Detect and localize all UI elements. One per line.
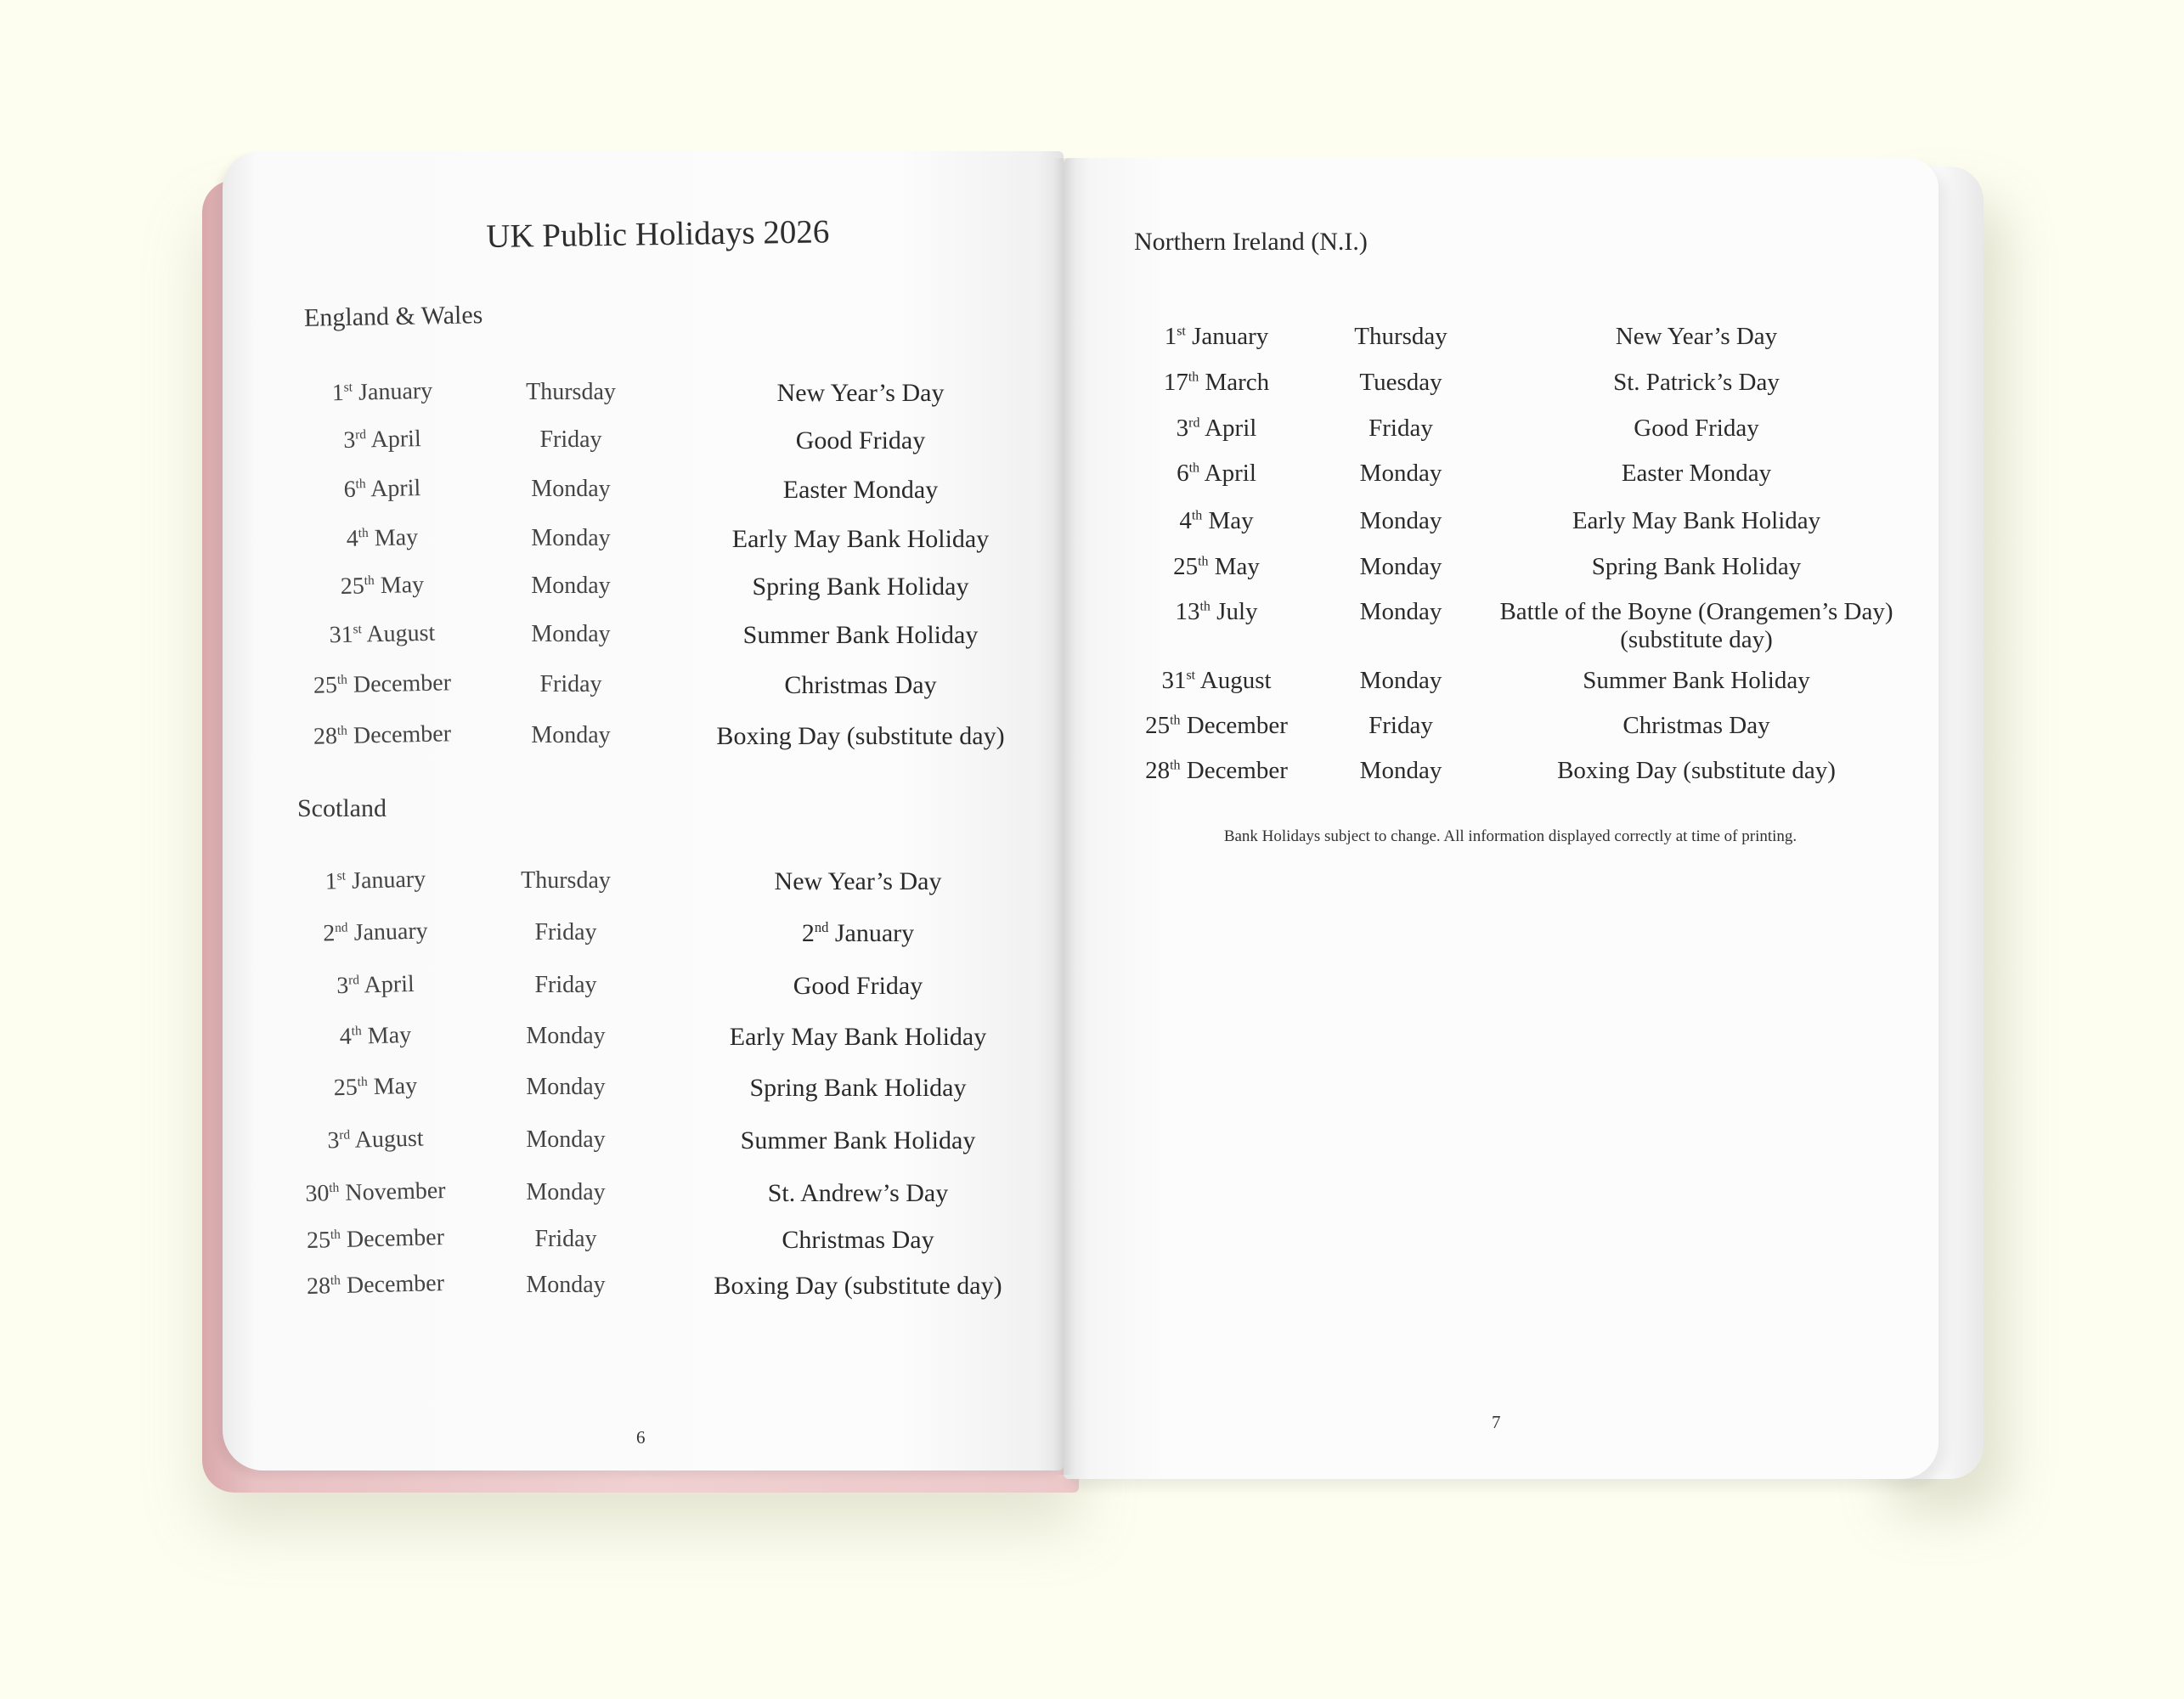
holiday-name: Spring Bank Holiday [749,1074,967,1102]
date-day: 1 [331,379,345,407]
date-month: July [1210,598,1258,625]
weekday-cell: Thursday [526,379,616,405]
date-month: May [361,1021,412,1050]
date-month: May [1208,553,1260,580]
date-day: 2 [322,920,336,947]
holiday-name: Summer Bank Holiday [740,1126,976,1154]
holiday-cell [1622,460,1771,488]
date-suffix: th [336,672,348,687]
weekday-cell: Monday [526,1272,606,1298]
date-cell [343,426,421,454]
holiday-cell [732,525,989,555]
date-cell [332,378,433,408]
holiday-cell [775,867,942,897]
date-suffix: th [330,1227,341,1242]
date-day: 4 [1179,507,1192,534]
date-suffix: th [364,573,375,589]
date-suffix: rd [354,427,367,443]
holiday-cell [1616,323,1777,351]
holiday-name: Easter Monday [1621,460,1772,487]
date-cell [341,572,425,601]
date-day: 25 [306,1227,331,1254]
date-cell [336,971,415,1000]
holiday-name: Summer Bank Holiday [742,621,979,649]
date-day: 25 [1145,712,1171,739]
date-day: 25 [340,573,365,601]
date-day: 25 [333,1074,358,1102]
date-cell [329,620,435,650]
book-spine [1053,158,1075,1475]
holiday-cell [782,1226,934,1256]
date-month: December [347,669,452,698]
holiday-cell [784,671,936,701]
date-cell [323,917,428,947]
date-cell [1165,323,1269,351]
date-cell [327,1126,424,1155]
date-suffix: th [1199,599,1211,614]
weekday-cell: Monday [1359,667,1442,694]
date-suffix: nd [334,920,348,935]
footnote: Bank Holidays subject to change. All information displayed correctly at time of printing. [1223,827,1797,845]
holiday-name: New Year’s Day [774,867,942,895]
date-suffix: st [1177,324,1186,339]
weekday-cell: Monday [531,476,611,502]
date-day: 1 [324,868,338,895]
date-month: April [1199,415,1257,442]
holiday-cell [777,379,945,409]
date-cell [313,720,452,751]
holiday-cell [1613,369,1780,397]
date-cell [324,866,426,896]
weekday-cell: Friday [1369,712,1433,739]
right-page [1064,158,1939,1479]
weekday-cell: Monday [531,525,611,551]
date-day: 31 [329,621,354,649]
date-day: 31 [1161,667,1187,694]
date-month: January [347,917,429,946]
weekday-cell: Monday [531,573,611,599]
date-month: November [339,1177,446,1207]
date-month: December [347,720,452,749]
weekday-cell: Tuesday [1359,369,1442,396]
page-number-left: 6 [636,1427,646,1448]
date-month: May [368,524,419,552]
date-month: April [365,426,421,454]
weekday-cell: Friday [534,1226,597,1252]
holiday-cell [741,1126,976,1156]
holiday-name: Easter Monday [782,476,939,504]
holiday-name: Boxing Day (substitute day) [1557,757,1836,784]
date-day: 30 [305,1180,330,1208]
weekday-cell: Monday [1359,553,1442,580]
date-day: 28 [306,1273,331,1300]
date-cell [307,1224,445,1255]
weekday-cell: Monday [526,1074,606,1100]
date-cell [1177,460,1256,488]
date-month: December [340,1224,445,1253]
holiday-name: Spring Bank Holiday [1591,553,1802,580]
holiday-name: Early May Bank Holiday [729,1023,987,1051]
holiday-cell [750,1074,967,1104]
weekday-cell: Friday [539,426,602,453]
date-day: 25 [313,672,338,699]
date-suffix: th [330,1273,341,1288]
holiday-cell [793,972,923,1002]
date-cell [1177,415,1257,443]
page-title: UK Public Holidays 2026 [486,213,830,255]
date-day: 28 [1145,757,1171,784]
section-heading-england-wales: England & Wales [303,301,483,332]
date-suffix: th [1170,758,1181,773]
date-suffix: th [1191,508,1203,523]
holiday-cell [1634,415,1758,443]
date-month: January [345,866,426,895]
holiday-day: 2 [801,919,815,947]
date-month: May [374,571,425,600]
date-month: August [349,1125,424,1154]
section-heading-northern-ireland: Northern Ireland (N.I.) [1134,228,1368,256]
date-cell [1173,553,1260,581]
holiday-name: Good Friday [793,972,923,1000]
weekday-cell: Monday [526,1126,606,1153]
date-month: March [1199,369,1270,396]
date-cell [1179,507,1253,535]
date-cell [1176,598,1258,626]
date-month: December [340,1270,445,1299]
holiday-cell [1592,553,1802,581]
date-cell [1164,369,1269,397]
date-suffix: th [336,723,348,738]
holiday-cell [1499,598,1893,655]
holiday-name: Spring Bank Holiday [752,573,969,601]
holiday-name: Battle of the Boyne (Orangemen’s Day) [1499,598,1893,625]
date-suffix: rd [339,1127,351,1143]
date-day: 4 [346,525,359,552]
date-cell [305,1177,446,1208]
holiday-cell [716,722,1004,752]
date-month: January [352,377,433,406]
weekday-cell: Thursday [1354,323,1448,350]
date-month: December [1180,757,1288,784]
date-cell [313,669,452,700]
holiday-cell [783,476,938,505]
holiday-name: Summer Bank Holiday [1583,667,1810,694]
holiday-name: New Year’s Day [776,379,945,407]
date-day: 3 [342,426,356,454]
weekday-cell: Monday [1359,757,1442,784]
date-suffix: st [343,380,353,395]
date-cell [1145,712,1288,740]
holiday-cell [802,919,914,949]
date-cell [347,524,419,553]
date-suffix: th [357,1074,368,1090]
date-month: August [361,619,436,648]
weekday-cell: Friday [534,972,597,998]
weekday-cell: Monday [531,722,611,748]
holiday-cell [753,573,969,602]
holiday-cell [743,621,979,651]
holiday-cell [1622,712,1769,740]
weekday-cell: Monday [1359,598,1442,625]
holiday-cell [730,1023,986,1053]
date-month: January [1185,323,1269,350]
weekday-cell: Friday [539,671,602,697]
holiday-name: St. Patrick’s Day [1613,369,1780,396]
date-cell [1145,757,1288,785]
date-cell [339,1022,411,1051]
weekday-cell: Monday [1359,460,1442,487]
date-month: April [365,475,421,503]
date-cell [343,475,420,504]
date-suffix: th [329,1180,340,1196]
date-month: December [1180,712,1288,739]
date-suffix: th [1198,554,1209,569]
weekday-cell: Monday [526,1179,606,1205]
date-day: 3 [327,1127,340,1154]
holiday-cell [1557,757,1836,785]
date-month: April [1199,460,1256,487]
date-month: May [367,1072,418,1101]
weekday-cell: Monday [531,621,611,647]
page-number-right: 7 [1492,1412,1501,1432]
date-month: April [358,970,415,999]
holiday-name: Good Friday [1634,415,1759,442]
holiday-name: Early May Bank Holiday [731,525,990,553]
holiday-cell [1572,507,1820,535]
date-suffix: th [1170,713,1181,728]
holiday-name-line2: (substitute day) [1620,626,1773,654]
holiday-cell [796,426,926,456]
date-day: 25 [1173,553,1199,580]
holiday-name: Good Friday [795,426,926,454]
date-month: May [1202,507,1254,534]
date-day: 4 [339,1023,353,1051]
date-suffix: th [358,526,369,541]
date-suffix: rd [1188,415,1200,431]
date-cell [333,1073,417,1103]
holiday-name: January [828,919,915,947]
holiday-cell [768,1179,949,1209]
holiday-name: Boxing Day (substitute day) [714,1272,1002,1300]
holiday-name: Christmas Day [782,1226,934,1254]
date-suffix: th [1188,370,1199,385]
holiday-name: St. Andrew’s Day [767,1179,949,1207]
date-day: 6 [1177,460,1189,487]
holiday-name: Early May Bank Holiday [1572,507,1821,534]
date-day: 28 [313,723,338,750]
holiday-name: New Year’s Day [1615,323,1778,350]
weekday-cell: Friday [1369,415,1433,442]
date-day: 3 [336,972,349,1000]
date-suffix: st [1186,668,1196,683]
holiday-name: Boxing Day (substitute day) [716,722,1005,750]
date-day: 13 [1175,598,1200,625]
weekday-cell: Monday [1359,507,1442,534]
date-day: 6 [343,476,357,503]
date-suffix: th [1188,460,1200,476]
date-month: August [1195,667,1272,694]
holiday-name: Christmas Day [784,671,937,699]
date-suffix: th [351,1024,362,1039]
holiday-cell [1583,667,1809,695]
date-day: 3 [1176,415,1189,442]
date-cell [1161,667,1271,695]
weekday-cell: Thursday [521,867,611,894]
weekday-cell: Friday [534,919,597,945]
date-suffix: th [355,477,366,492]
holiday-suffix: nd [814,919,829,935]
date-day: 1 [1164,323,1177,350]
holiday-cell [714,1272,1002,1301]
date-suffix: st [336,868,347,883]
weekday-cell: Monday [526,1023,606,1049]
date-cell [307,1270,445,1301]
section-heading-scotland: Scotland [297,794,387,822]
date-suffix: rd [347,973,360,988]
date-day: 17 [1163,369,1188,396]
date-suffix: st [353,622,362,637]
holiday-name: Christmas Day [1622,712,1770,739]
